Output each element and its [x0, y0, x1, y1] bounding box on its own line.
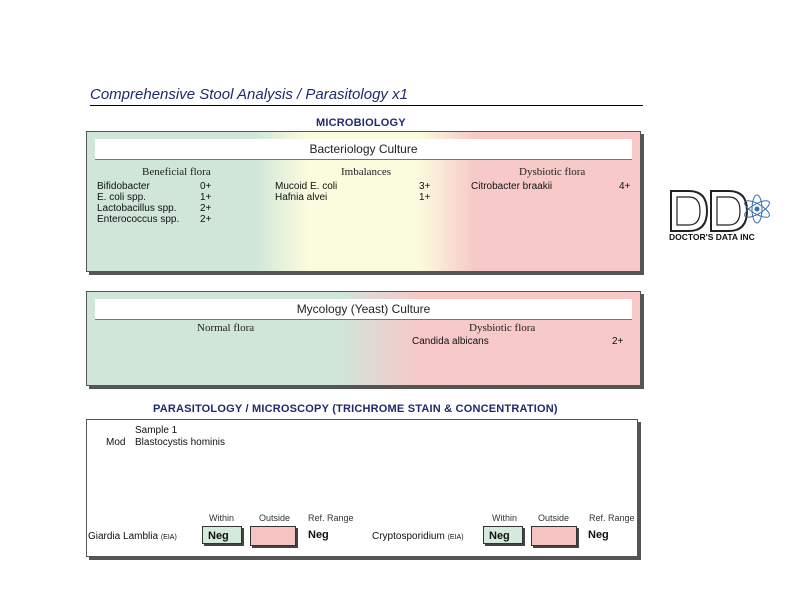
beneficial-grade: 1+ [200, 192, 212, 203]
normal-flora-heading: Normal flora [197, 322, 255, 334]
imbalance-organism: Hafnia alvei [275, 192, 328, 203]
imbalance-grade: 3+ [419, 181, 431, 192]
logo-text: DOCTOR'S DATA INC [669, 232, 755, 242]
outside-label: Outside [259, 513, 291, 523]
crypto-ref-range: Neg [588, 529, 609, 541]
parasitology-title: PARASITOLOGY / MICROSCOPY (TRICHROME STAIN & CONCENTRATION) [153, 403, 558, 415]
cryptosporidium-label [372, 531, 464, 542]
test-method: (EIA) [447, 534, 464, 541]
within-label: Within [492, 513, 518, 523]
ref-range-label: Ref. Range [589, 513, 635, 523]
atom-icon [667, 183, 777, 243]
mycology-panel [86, 291, 641, 386]
beneficial-organism: Enterococcus spp. [97, 214, 180, 225]
finding-organism: Blastocystis hominis [135, 437, 226, 448]
dysbiotic-grade: 4+ [619, 181, 631, 192]
test-name: Cryptosporidium [372, 531, 445, 542]
parasitology-panel [86, 419, 638, 557]
imbalances-heading: Imbalances [341, 166, 392, 178]
yeast-grade: 2+ [612, 336, 624, 347]
report-title: Comprehensive Stool Analysis / Parasitology x1 [90, 86, 643, 106]
beneficial-organism: Bifidobacter [97, 181, 150, 192]
crypto-within-result: Neg [483, 526, 523, 544]
dysbiotic-flora-heading: Dysbiotic flora [519, 166, 586, 178]
beneficial-organism: E. coli spp. [97, 192, 146, 203]
beneficial-flora-heading: Beneficial flora [142, 166, 211, 178]
beneficial-grade: 2+ [200, 203, 212, 214]
test-name: Giardia Lamblia [88, 531, 159, 542]
yeast-organism: Candida albicans [412, 336, 489, 347]
sample-label: Sample 1 [135, 425, 178, 436]
beneficial-organism: Lactobacillus spp. [97, 203, 177, 214]
imbalance-grade: 1+ [419, 192, 431, 203]
beneficial-grade: 2+ [200, 214, 212, 225]
within-label: Within [209, 513, 235, 523]
ref-range-label: Ref. Range [308, 513, 354, 523]
crypto-outside-box [531, 526, 577, 546]
doctors-data-logo [667, 183, 777, 243]
giardia-label [88, 531, 177, 542]
mycology-culture-header: Mycology (Yeast) Culture [95, 299, 632, 320]
giardia-within-result: Neg [202, 526, 242, 544]
finding-qualifier: Mod [106, 437, 126, 448]
giardia-ref-range: Neg [308, 529, 329, 541]
outside-label: Outside [538, 513, 570, 523]
imbalance-organism: Mucoid E. coli [275, 181, 338, 192]
dysbiotic-organism: Citrobacter braakii [471, 181, 553, 192]
bacteriology-panel [86, 131, 641, 272]
giardia-outside-box [250, 526, 296, 546]
test-method: (EIA) [160, 534, 177, 541]
beneficial-grade: 0+ [200, 181, 212, 192]
microbiology-title: MICROBIOLOGY [316, 117, 406, 129]
dysbiotic-flora-heading: Dysbiotic flora [469, 322, 536, 334]
bacteriology-culture-header: Bacteriology Culture [95, 139, 632, 160]
